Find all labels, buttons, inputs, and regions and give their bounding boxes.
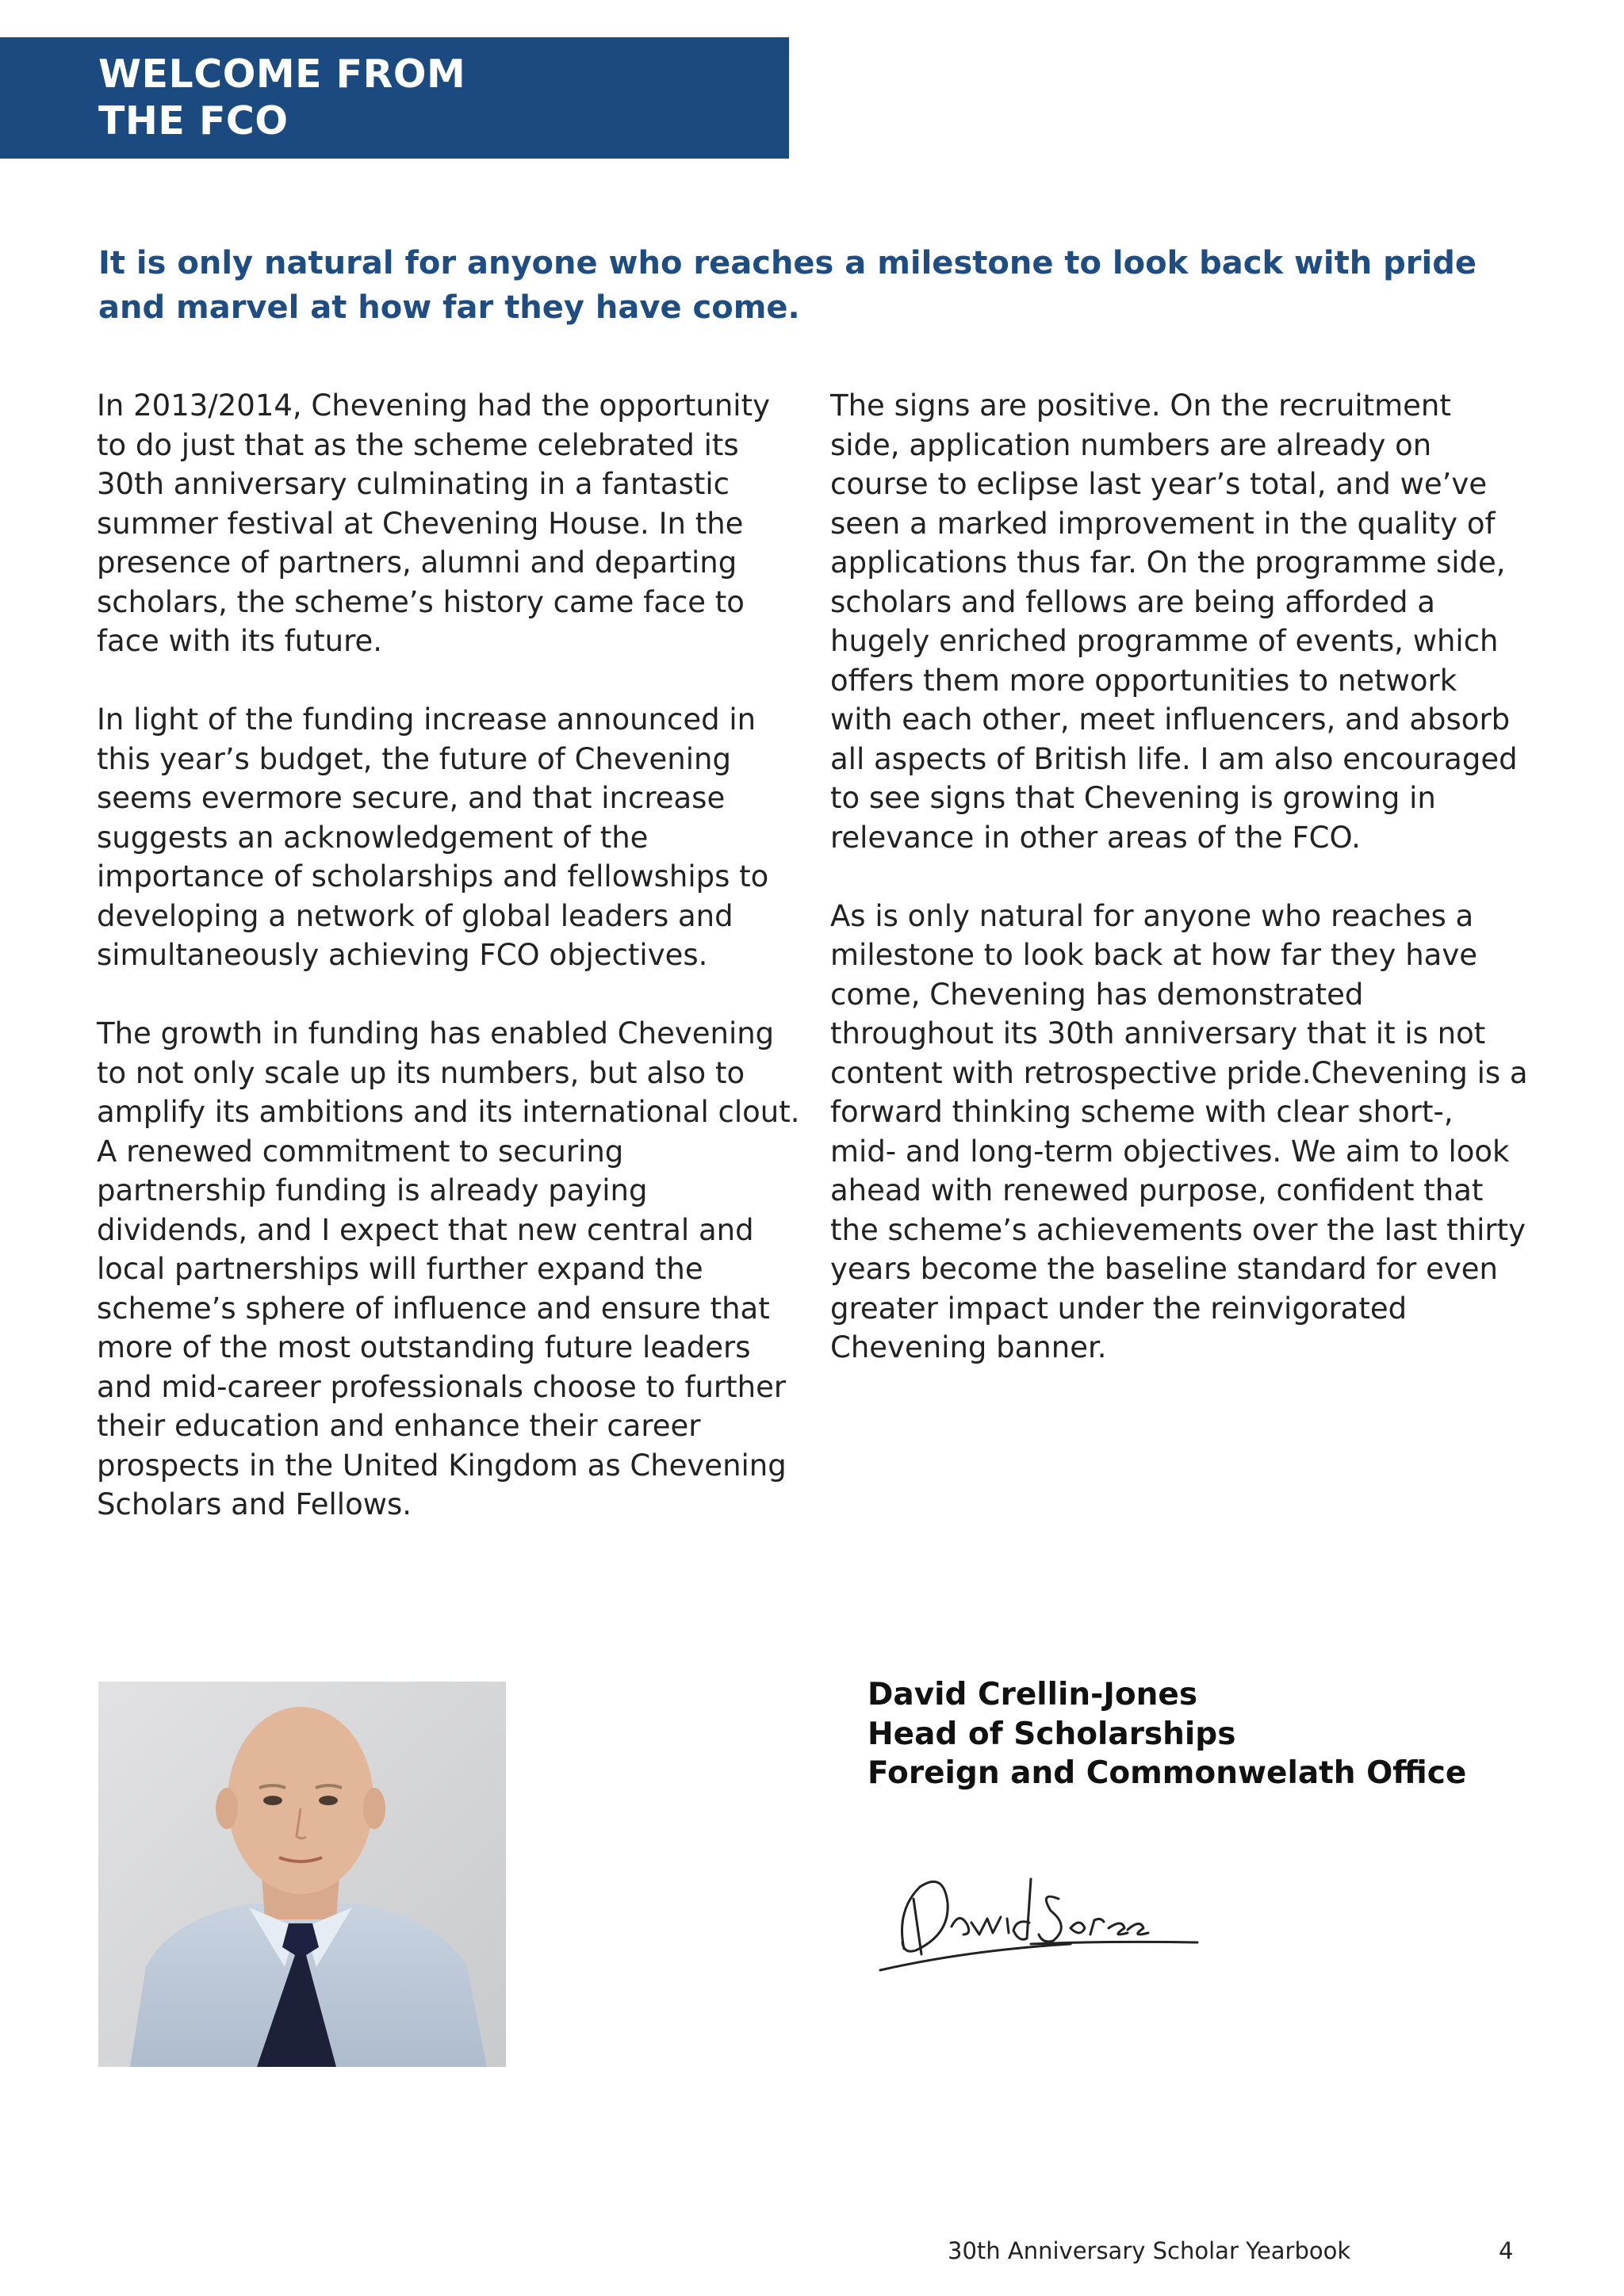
paragraph: The growth in funding has enabled Chevening to not only scale up its numbers, but also to amplify its ambitions and its international clout. A renewed commitment to securing partnership funding is already paying dividends, and I expect that new central and local partnerships will further expand the scheme’s sphere of influence and ensure that more of the most outstanding future leaders and mid-career professionals choose to further their education and enhance their career prospects in the United Kingdom as Chevening Scholars and Fellows. <box>97 1016 800 1521</box>
body-column-left <box>97 386 801 1563</box>
section-title-line-1: WELCOME FROM <box>98 52 466 97</box>
author-organisation: Foreign and Commonwelath Office <box>868 1755 1467 1791</box>
footer-page-number: 4 <box>1499 2237 1514 2264</box>
section-title-line-2: THE FCO <box>98 98 289 144</box>
paragraph: In 2013/2014, Chevening had the opportunity to do just that as the scheme celebrated its 30th anniversary culminating in a fantastic summer festival at Chevening House. In the presence of partners, alumni and departing scholars, the scheme’s history came face to face with its future. <box>97 388 770 658</box>
footer-publication-title: 30th Anniversary Scholar Yearbook <box>948 2237 1351 2264</box>
author-portrait-photo <box>98 1682 506 2067</box>
intro-standfirst: It is only natural for anyone who reaches a milestone to look back with pride and marvel at how far they have come. <box>98 245 1477 326</box>
section-header-band <box>0 37 789 159</box>
author-name: David Crellin-Jones <box>868 1677 1198 1712</box>
body-column-right <box>830 386 1528 1406</box>
paragraph: In light of the funding increase announced in this year’s budget, the future of Chevening seems evermore secure, and that increase suggests an acknowledgement of the importance of scholarships and fellowships to developing a network of global leaders and simultaneously achieving FCO objectives. <box>97 702 769 972</box>
paragraph: The signs are positive. On the recruitment side, application numbers are already on course to eclipse last year’s total, and we’ve seen a marked improvement in the quality of applications thus far. On the programme side, scholars and fellows are being afforded a hugely enriched programme of events, which offers them more opportunities to network with each other, meet influencers, and absorb all aspects of British life. I am also encouraged to see signs that Chevening is growing in relevance in other areas of the FCO. <box>830 388 1518 855</box>
handwritten-signature <box>872 1855 1229 1982</box>
author-signoff <box>868 1675 1466 1793</box>
paragraph: As is only natural for anyone who reaches a milestone to look back at how far they have come, Chevening has demonstrated throughout its 30th anniversary that it is not content with retrospective pride.Chevening is a forward thinking scheme with clear short-, mid- and long-term objectives. We aim to look ahead with renewed purpose, confident that the scheme’s achievements over the last thirty years become the baseline standard for even greater impact under the reinvigorated Chevening banner. <box>830 898 1528 1364</box>
author-role: Head of Scholarships <box>868 1716 1236 1752</box>
